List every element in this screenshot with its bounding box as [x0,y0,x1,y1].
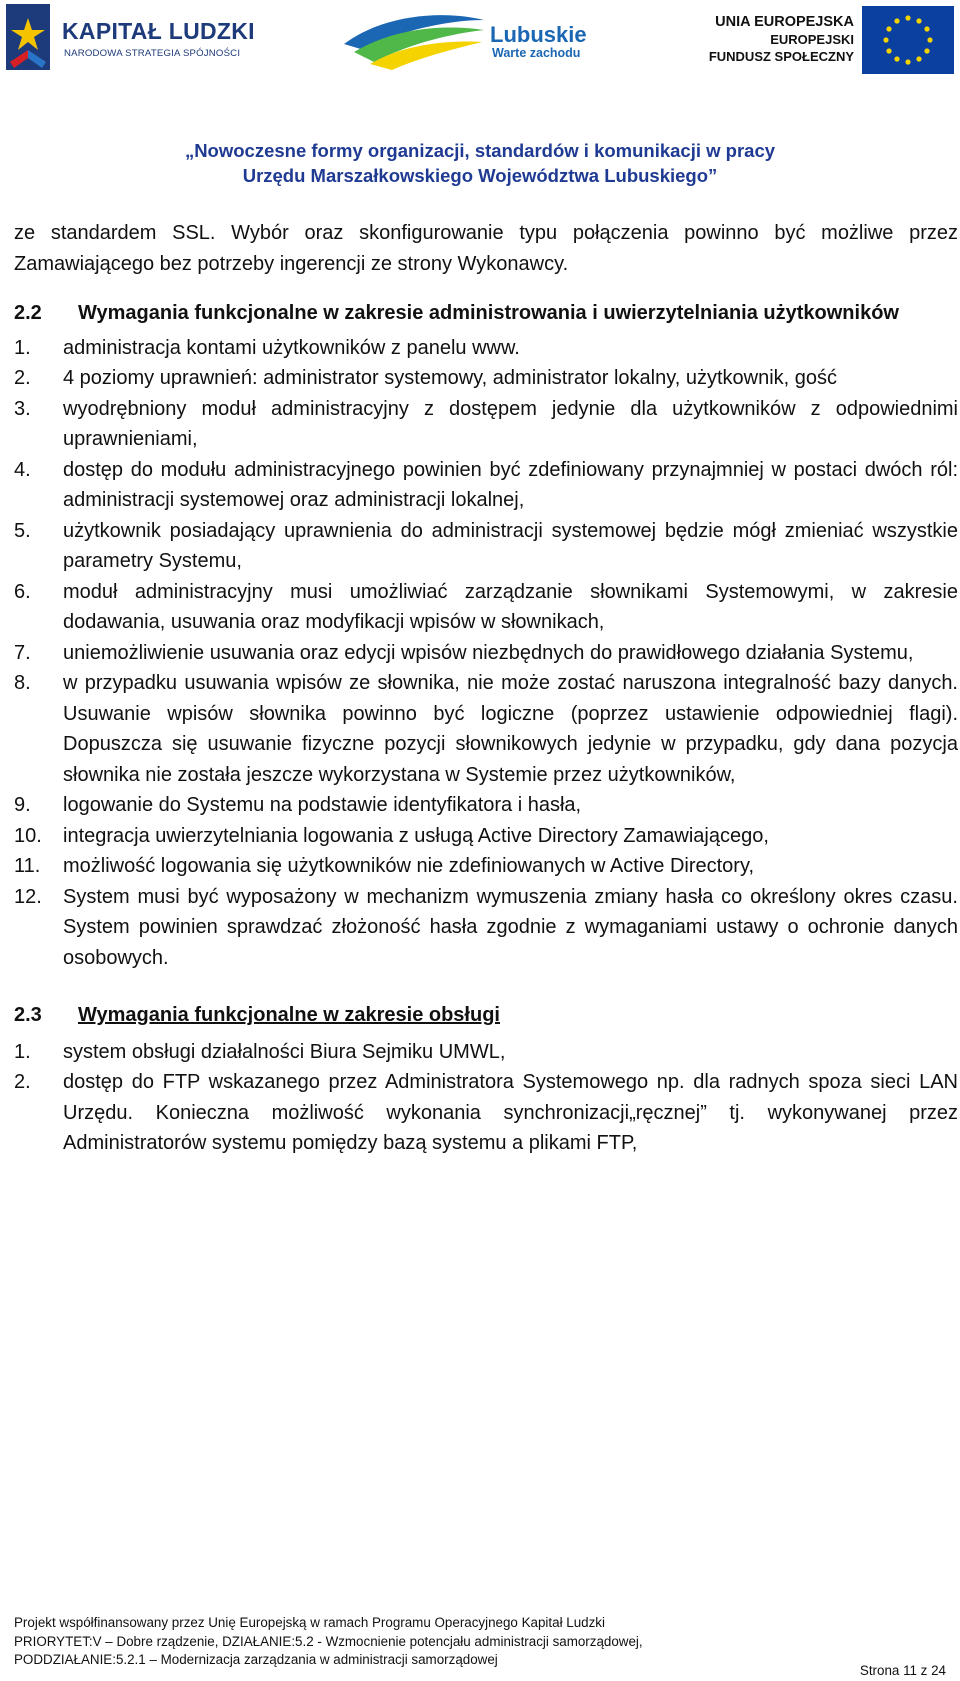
lubuskie-slogan: Warte zachodu [492,46,581,60]
list-item: 3. wyodrębniony moduł administracyjny z dostępem jedynie dla użytkowników z odpowiednimi uprawnieniami, [14,397,958,450]
document-title-line-2: Urzędu Marszałkowskiego Województwa Lubuskiego” [242,165,718,186]
list-item: 1. administracja kontami użytkowników z panelu www. [14,336,520,359]
page-number: Strona 11 z 24 [859,1663,946,1678]
kapital-ludzki-subtitle: NARODOWA STRATEGIA SPÓJNOŚCI [64,48,241,59]
intro-paragraph: ze standardem SSL. Wybór oraz skonfigurowanie typu połączenia powinno być możliwe przez Zamawiającego bez potrzeby ingerencji ze strony Wykonawcy. [14,222,958,275]
list-item: 8. w przypadku usuwania wpisów ze słownika, nie może zostać naruszona integralność bazy danych. Usuwanie wpisów słownika powinno być logiczne (poprzez ustawienie odpowiedniej flagi). Dopuszcza się usuwanie fizyczne pozycji słownikowych jedynie w przypadku, gdy dana pozycja słownika nie została jeszcze wykorzystana w Systemie przez użytkowników, [14,672,958,786]
list-item: 2. dostęp do FTP wskazanego przez Administratora Systemowego np. dla radnych spoza sieci LAN Urzędu. Konieczna możliwość wykonania synchronizacji„ręcznej” tj. wykonywanej przez Administratorów systemu pomiędzy bazą systemu a plikami FTP, [14,1071,958,1154]
list-item: 2. 4 poziomy uprawnień: administrator systemowy, administrator lokalny, użytkownik, gość [14,367,838,389]
list-item: 12. System musi być wyposażony w mechanizm wymuszenia zmiany hasła co określony okres czasu. System powinien sprawdzać złożoność hasła zgodnie z wymaganiami ustawy o ochronie danych osobowych. [14,885,958,969]
list-item: 7. uniemożliwienie usuwania oraz edycji wpisów niezbędnych do prawidłowego działania Systemu, [14,641,914,664]
section-2-3-list [14,1037,958,1159]
lubuskie-title: Lubuskie [490,22,587,47]
section-2-3-heading [14,1000,958,1031]
kapital-ludzki-title: KAPITAŁ LUDZKI [62,18,255,44]
document-running-title [0,138,960,188]
lubuskie-wave-icon [334,6,494,76]
footer-line-1: Projekt współfinansowany przez Unię Europejską w ramach Programu Operacyjnego Kapitał Ludzki [14,1615,605,1630]
document-title-line-1: „Nowoczesne formy organizacji, standardów i komunikacji w pracy [184,140,776,161]
section-2-3-number: 2.3 [14,1004,42,1026]
header-logo-bar [0,0,960,90]
eu-fund-line2: FUNDUSZ SPOŁECZNY [708,49,854,64]
list-item: 11. możliwość logowania się użytkowników nie zdefiniowanych w Active Directory, [14,855,755,877]
list-item: 5. użytkownik posiadający uprawnienia do administracji systemowej będzie mógł zmieniać wszystkie parametry Systemu, [14,519,958,572]
eu-name: UNIA EUROPEJSKA [715,14,854,30]
list-item: 1. system obsługi działalności Biura Sejmiku UMWL, [14,1040,506,1063]
section-2-2-number: 2.2 [14,302,42,324]
eu-social-fund-logo [686,6,954,76]
footer-line-2: PRIORYTET:V – Dobre rządzenie, DZIAŁANIE:5.2 - Wzmocnienie potencjału administracji samorządowej, [14,1633,643,1649]
list-item: 4. dostęp do modułu administracyjnego powinien być zdefiniowany przynajmniej w postaci dwóch ról: administracji systemowej oraz administracji lokalnej, [14,458,958,511]
section-2-3-title: Wymagania funkcjonalne w zakresie obsługi [78,1004,500,1026]
kapital-ludzki-emblem-icon [6,4,50,76]
section-2-2-list [14,333,958,974]
eu-flag-icon [862,6,954,74]
footer-line-3: PODDZIAŁANIE:5.2.1 – Modernizacja zarządzania w administracji samorządowej [14,1652,498,1667]
list-item: 6. moduł administracyjny musi umożliwiać zarządzanie słownikami Systemowymi, w zakresie dodawania, usuwania oraz modyfikacji wpisów w słownikach, [14,580,958,633]
page-footer [14,1614,944,1670]
section-2-2-title: Wymagania funkcjonalne w zakresie administrowania i uwierzytelniania użytkowników [78,302,899,324]
section-2-2-heading [14,298,958,329]
lubuskie-logo [334,6,594,76]
list-item: 10. integracja uwierzytelniania logowania z usługą Active Directory Zamawiającego, [14,824,769,847]
kapital-ludzki-logo [6,4,255,76]
document-body [14,218,958,1159]
list-item: 9. logowanie do Systemu na podstawie identyfikatora i hasła, [14,794,582,816]
eu-fund-line1: EUROPEJSKI [770,32,854,47]
